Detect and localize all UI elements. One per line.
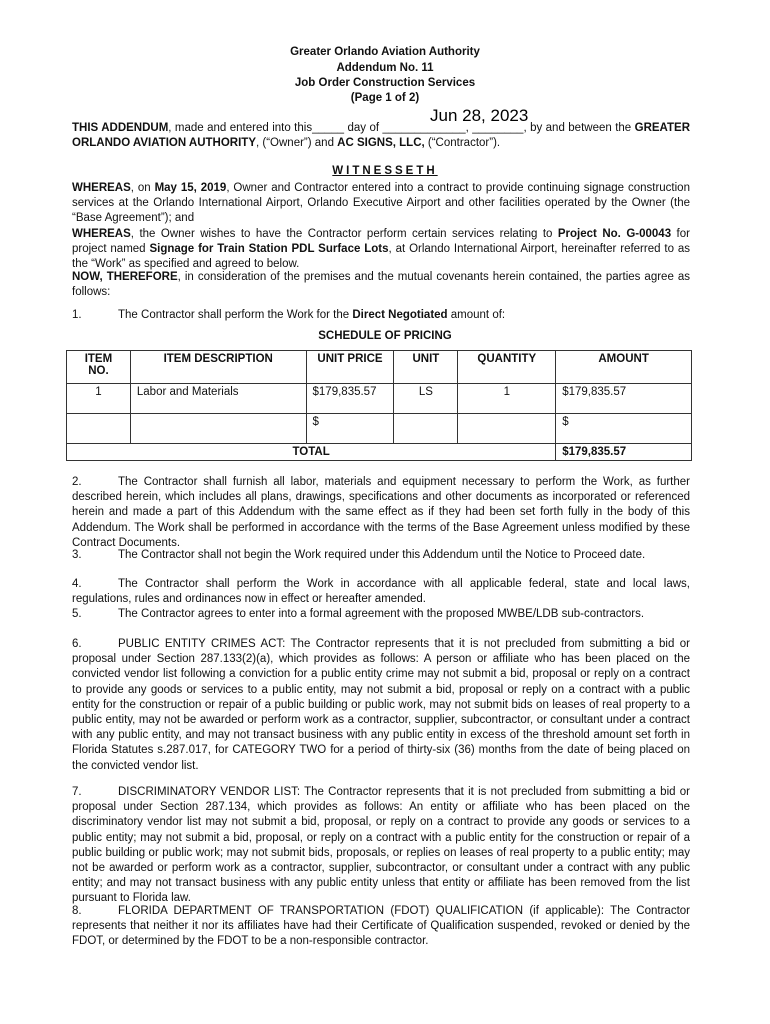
now-therefore-paragraph (72, 270, 690, 300)
table-cell: $179,835.57 (306, 384, 394, 414)
owner-name: GREATER ORLANDO AVIATION AUTHORITY (72, 122, 691, 150)
clause-number: 3. (72, 549, 82, 561)
total-label: TOTAL (67, 444, 556, 461)
column-header: AMOUNT (556, 351, 692, 384)
intro-text-1: , made and entered into this_____ day of _____________, ________, by and between the (168, 122, 635, 134)
column-header: ITEM DESCRIPTION (130, 351, 306, 384)
clause-4 (72, 577, 690, 607)
table-row (67, 384, 692, 414)
whereas2-text-b: , the Owner wishes to have the Contractor perform certain services relating to (130, 228, 558, 240)
table-cell: 1 (67, 384, 131, 414)
service-title: Job Order Construction Services (294, 77, 476, 89)
clause-text: PUBLIC ENTITY CRIMES ACT: The Contractor represents that it is not precluded from submitting a bid or proposal under Section 287.133(2)(a), which provides as follows: A person or affiliate who has been placed on the convicted vendor list following a conviction for a public entity crime may not submit a bid, proposal or reply on a contract to provide any goods or services to a public entity, may not submit a bid, proposal or reply on a contract with a public entity for the construction or repair of a public building or public work, may not submit bids on leases of real property to a public entity, may not be awarded or perform work as a contractor, supplier, subcontractor, or consultant under a contract with any public entity, and may not transact business with any public entity in excess of the threshold amount set forth in Florida Statutes s.287.017, for CATEGORY TWO for a period of thirty-six (36) months from the date of being placed on the convicted vendor list. (72, 638, 690, 772)
column-header: UNIT (394, 351, 458, 384)
total-row (67, 444, 692, 461)
intro-lead: THIS ADDENDUM (72, 122, 169, 134)
clause-number: 7. (72, 786, 82, 798)
whereas2-text-d: for project named (72, 228, 690, 256)
clause-3 (72, 548, 690, 563)
intro-text-2: , (“Owner”) and (256, 137, 338, 150)
whereas-paragraph-2 (72, 227, 690, 273)
table-cell (394, 414, 458, 444)
project-number: Project No. G-00043 (557, 228, 672, 240)
table-cell: Labor and Materials (130, 384, 306, 414)
witnesseth-heading: WITNESSETH (332, 165, 438, 177)
table-cell: $179,835.57 (556, 384, 692, 414)
clause-1-text-a: The Contractor shall perform the Work for the (118, 309, 353, 321)
clause-text: The Contractor shall not begin the Work required under this Addendum until the Notice to Proceed date. (118, 549, 646, 561)
clause-5 (72, 607, 690, 622)
whereas1-text-b: , on (130, 182, 155, 194)
clause-text: DISCRIMINATORY VENDOR LIST: The Contractor represents that it is not precluded from submitting a bid or proposal under Section 287.134, which provides as follows: An entity or affiliate who has been placed on the discriminatory vendor list may not submit a bid, proposal, or reply on a contract to provide any goods or services to a public entity; may not submit a bid, proposal, or reply on a contract with a public entity for the construction or repair of a public building or public work; may not submit bids, proposals, or replies on leases of real property to a public entity; may not be awarded or perform work as a contractor, supplier, subcontractor, or consultant under a contract with any public entity; and may not transact business with any public entity unless that entity or affiliate has been removed from the list pursuant to Florida law. (72, 786, 690, 905)
table-cell: $ (306, 414, 394, 444)
table-cell (458, 414, 556, 444)
table-row (67, 414, 692, 444)
project-name: Signage for Train Station PDL Surface Lots (149, 243, 389, 256)
schedule-title: SCHEDULE OF PRICING (318, 330, 452, 342)
clause-1-text-c: amount of: (447, 309, 506, 321)
org-title: Greater Orlando Aviation Authority (290, 46, 480, 58)
pricing-table (66, 350, 692, 461)
whereas2-text-f: , at Orlando International Airport, hereinafter referred to as the “Work” as specified and agreed to below. (72, 243, 691, 271)
clause-text: The Contractor shall perform the Work in accordance with all applicable federal, state and local laws, regulations, rules and ordinances now in effect or hereafter amended. (72, 578, 690, 606)
page-indicator: (Page 1 of 2) (350, 92, 420, 104)
addendum-number: Addendum No. 11 (336, 62, 434, 74)
intro-text-3: (“Contractor”). (424, 137, 501, 150)
table-header-row (67, 351, 692, 384)
clause-number: 4. (72, 578, 82, 590)
clause-6 (72, 637, 690, 774)
clause-number: 5. (72, 608, 82, 620)
table-cell: LS (394, 384, 458, 414)
clause-2 (72, 475, 690, 551)
clause-text: The Contractor agrees to enter into a formal agreement with the proposed MWBE/LDB sub-contractors. (118, 608, 645, 620)
table-cell: 1 (458, 384, 556, 414)
whereas-lead-1: WHEREAS (72, 182, 131, 194)
whereas1-text-d: , Owner and Contractor entered into a contract to provide continuing signage construction services at the Orlando International Airport, Orlando Executive Airport and other facilities operated by the Owner (the “Base Agreement”); and (72, 182, 690, 225)
clause-number: 2. (72, 476, 82, 488)
column-header: ITEM NO. (67, 351, 131, 384)
handwritten-date: Jun 28, 2023 (430, 106, 529, 125)
clause-number: 1. (72, 309, 82, 321)
whereas-lead-2: WHEREAS (72, 228, 131, 240)
clause-7 (72, 785, 690, 907)
column-header: QUANTITY (458, 351, 556, 384)
table-cell (67, 414, 131, 444)
table-cell (130, 414, 306, 444)
total-value: $179,835.57 (556, 444, 692, 461)
contractor-name: AC SIGNS, LLC, (337, 137, 425, 150)
now-therefore-lead: NOW, THEREFORE (72, 271, 178, 283)
agreement-date: May 15, 2019 (154, 182, 227, 194)
clause-1 (72, 308, 690, 323)
clause-8 (72, 904, 690, 950)
now-therefore-text: , in consideration of the premises and the mutual covenants herein contained, the parties agree as follows: (72, 271, 691, 299)
clause-number: 6. (72, 638, 82, 650)
intro-paragraph (72, 121, 690, 151)
table-cell: $ (556, 414, 692, 444)
clause-number: 8. (72, 905, 82, 917)
whereas-paragraph-1 (72, 181, 690, 227)
clause-text: FLORIDA DEPARTMENT OF TRANSPORTATION (FDOT) QUALIFICATION (if applicable): The Contractor represents that neither it nor its affiliates have had their Certificate of Qualification suspended, revoked or denied by the FDOT, or determined by the FDOT to be a non-responsible contractor. (72, 905, 690, 948)
pricing-method: Direct Negotiated (352, 309, 448, 321)
column-header: UNIT PRICE (306, 351, 394, 384)
clause-text: The Contractor shall furnish all labor, materials and equipment necessary to perform the Work, as further described herein, which includes all plans, drawings, specifications and other documents as incorporated or referenced herein and made a part of this Addendum with the same effect as if they had been set forth fully in the body of this Addendum. The Work shall be performed in accordance with the terms of the Base Agreement unless modified by these Contract Documents. (72, 476, 690, 549)
